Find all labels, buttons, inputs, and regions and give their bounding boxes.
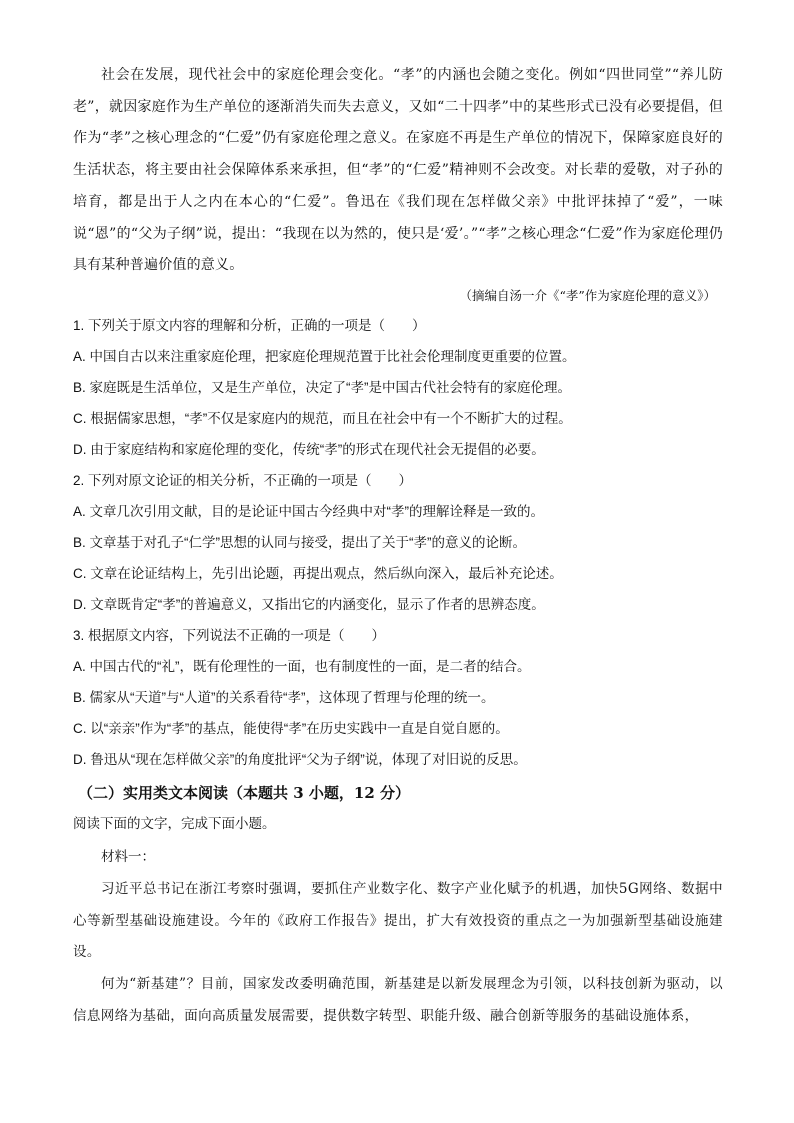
material-paragraph-1: 习近平总书记在浙江考察时强调，要抓住产业数字化、数字产业化赋予的机遇，加快5G网络、数据中心等新型基础设施建设。今年的《政府工作报告》提出，扩大有效投资的重点之一为加强新型基础设施建设。 bbox=[73, 881, 723, 960]
question-1-option-a: A. 中国自古以来注重家庭伦理，把家庭伦理规范置于比社会伦理制度更重要的位置。 bbox=[73, 349, 576, 364]
question-2-option-a: A. 文章几次引用文献，目的是论证中国古今经典中对“孝”的理解诠释是一致的。 bbox=[73, 504, 544, 519]
passage-paragraph: 社会在发展，现代社会中的家庭伦理会变化。“孝”的内涵也会随之变化。例如“四世同堂”“养儿防老”，就因家庭作为生产单位的逐渐消失而失去意义，又如“二十四孝”中的某些形式已没有必要提倡，但作为“孝”之核心理念的“仁爱”仍有家庭伦理之意义。在家庭不再是生产单位的情况下，保障家庭良好的生活状态，将主要由社会保障体系来承担，但“孝”的“仁爱”精神则不会改变。对长辈的爱敬，对子孙的培育，都是出于人之内在本心的“仁爱”。鲁迅在《我们现在怎样做父亲》中批评抹掉了“爱”，一味说“恩”的“父为子纲”说，提出：“我现在以为然的，使只是‘爱’。”“孝”之核心理念“仁爱”作为家庭伦理仍具有某种普遍价值的意义。 bbox=[73, 67, 723, 274]
question-1-option-b: B. 家庭既是生活单位，又是生产单位，决定了“孝”是中国古代社会特有的家庭伦理。 bbox=[73, 380, 571, 395]
question-2-option-d: D. 文章既肯定“孝”的普遍意义，又指出它的内涵变化，显示了作者的思辨态度。 bbox=[73, 597, 545, 612]
material-label: 材料一： bbox=[101, 849, 155, 865]
question-2-stem: 2. 下列对原文论证的相关分析，不正确的一项是（ ） bbox=[73, 473, 413, 488]
question-2-option-b: B. 文章基于对孔子“仁学”思想的认同与接受，提出了关于“孝”的意义的论断。 bbox=[73, 535, 526, 550]
section-instruction: 阅读下面的文字，完成下面小题。 bbox=[73, 816, 276, 831]
section-heading: （二）实用类文本阅读（本题共 3 小题，12 分） bbox=[78, 784, 410, 802]
question-3-stem: 3. 根据原文内容，下列说法不正确的一项是（ ） bbox=[73, 628, 386, 643]
question-1-stem: 1. 下列关于原文内容的理解和分析，正确的一项是（ ） bbox=[73, 318, 426, 333]
question-1-option-d: D. 由于家庭结构和家庭伦理的变化，传统“孝”的形式在现代社会无提倡的必要。 bbox=[73, 442, 545, 457]
question-3-option-c: C. 以“亲亲”作为“孝”的基点，能使得“孝”在历史实践中一直是自觉自愿的。 bbox=[73, 721, 509, 736]
question-3-option-a: A. 中国古代的“礼”，既有伦理性的一面，也有制度性的一面，是二者的结合。 bbox=[73, 659, 531, 674]
passage-source: （摘编自汤一介《“孝”作为家庭伦理的意义》） bbox=[459, 288, 716, 303]
question-2-option-c: C. 文章在论证结构上，先引出论题，再提出观点，然后纵向深入，最后补充论述。 bbox=[73, 566, 563, 581]
material-paragraph-2: 何为“新基建”？目前，国家发改委明确范围，新基建是以新发展理念为引领，以科技创新为驱动，以信息网络为基础，面向高质量发展需要，提供数字转型、职能升级、融合创新等服务的基础设施体系， bbox=[73, 976, 723, 1024]
question-3-option-b: B. 儒家从“天道”与“人道”的关系看待“孝”，这体现了哲理与伦理的统一。 bbox=[73, 690, 495, 705]
question-3-option-d: D. 鲁迅从“现在怎样做父亲”的角度批评“父为子纲”说，体现了对旧说的反思。 bbox=[73, 752, 527, 767]
question-1-option-c: C. 根据儒家思想，“孝”不仅是家庭内的规范，而且在社会中有一个不断扩大的过程。 bbox=[73, 411, 572, 426]
